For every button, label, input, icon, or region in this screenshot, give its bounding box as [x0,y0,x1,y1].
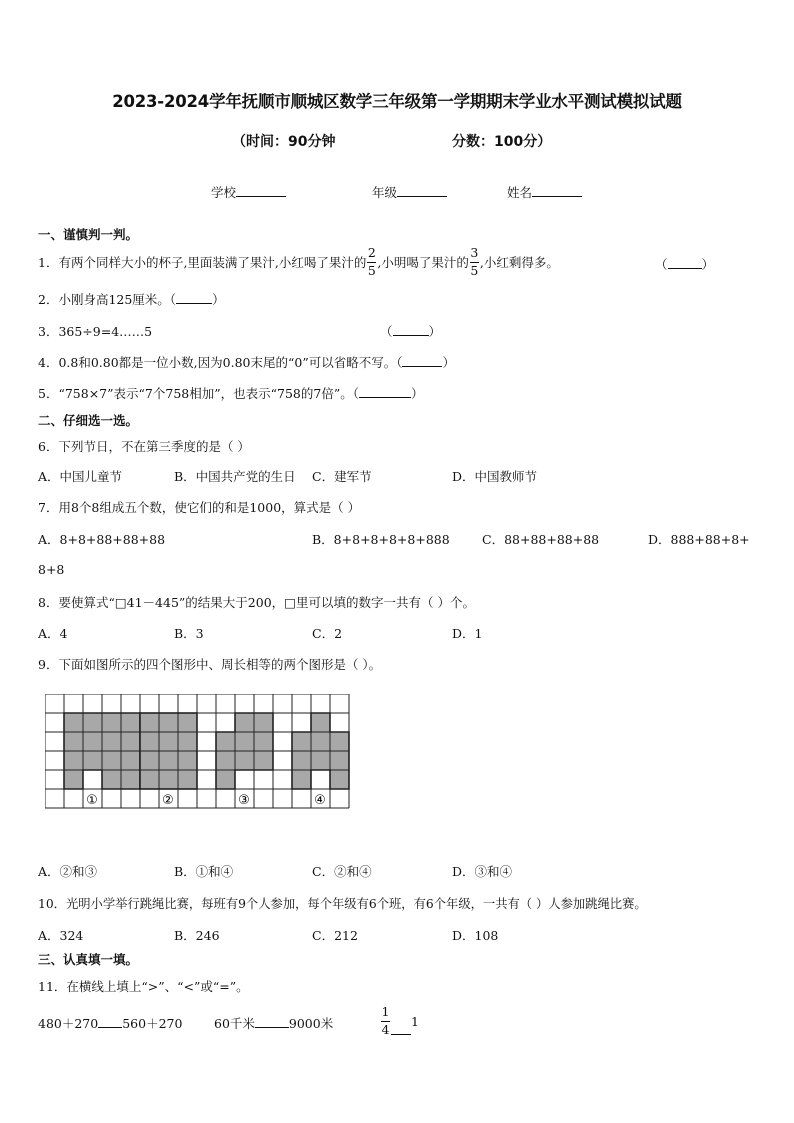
q10-option-b[interactable]: B．246 [174,928,220,943]
q9-grid-svg [45,694,367,809]
q10-option-c[interactable]: C．212 [312,928,358,943]
q7-option-d[interactable]: D．888+88+8+ [648,532,750,547]
q11-expression-1 [38,1014,182,1032]
name-field [507,183,582,201]
q11-e3-right: 1 [411,1013,419,1029]
q8-option-c[interactable]: C．2 [312,626,343,641]
q4-text: 4．0.8和0.80都是一位小数,因为0.80末尾的“0”可以省略不写。（ [38,355,403,370]
q1-blank-line [668,256,702,269]
q11-e2-left: 60千米 [214,1016,255,1031]
q11-frac-numerator: 1 [381,1004,390,1019]
q9-option-d[interactable]: D．③和④ [452,864,513,879]
shape-label-4: ④ [314,793,326,808]
q2-paren-right: ） [212,292,225,307]
time-info: （时间：90分钟 [232,134,336,150]
q4-blank-line[interactable] [402,354,442,367]
q8-option-d[interactable]: D．1 [452,626,483,641]
q3-paren-left: （ [380,324,393,339]
grade-field [372,183,447,201]
q1-paren-right: ） [701,257,715,272]
question-7-stem: 7．用8个8组成五个数，使它们的和是1000，算式是（ ） [38,500,361,515]
shape-label-1: ① [86,793,98,808]
q1-paren-left: （ [655,257,668,272]
shape-labels [86,793,326,808]
q5-paren-right: ） [410,386,424,401]
q6-option-c[interactable]: C．建军节 [312,469,372,484]
q1-text-c: ,小红剩得多。 [479,255,559,270]
q1-fraction-2 [470,247,479,277]
name-label: 姓名 [507,185,533,200]
q6-option-d[interactable]: D．中国教师节 [452,469,538,484]
q8-option-a[interactable]: A．4 [38,626,68,641]
q11-expression-3 [380,1003,419,1039]
q1-f1-denominator: 5 [367,262,376,278]
score-info: 分数：100分） [452,134,552,150]
q11-frac-denominator: 4 [381,1021,390,1037]
q7-option-c[interactable]: C．88+88+88+88 [482,532,600,547]
shape-label-2: ② [162,793,174,808]
question-9-stem: 9．下面如图所示的四个图形中、周长相等的两个图形是（ ）。 [38,657,382,672]
shape-label-3: ③ [238,793,250,808]
q3-answer-blank[interactable] [380,322,441,340]
q9-option-c[interactable]: C．②和④ [312,864,372,879]
school-label: 学校 [211,185,237,200]
q9-option-a[interactable]: A．②和③ [38,864,98,879]
school-blank [236,184,286,197]
q8-option-b[interactable]: B．3 [174,626,204,641]
q1-f2-numerator: 3 [470,245,479,260]
section-3-heading: 三、认真填一填。 [38,952,139,967]
q10-option-d[interactable]: D．108 [452,928,499,943]
grade-blank [397,184,447,197]
q11-e3-blank[interactable] [391,1022,411,1035]
grade-label: 年级 [372,185,398,200]
q1-fraction-1 [367,247,376,277]
q9-option-b[interactable]: B．①和④ [174,864,234,879]
q4-paren-right: ） [442,355,455,370]
q2-blank-line[interactable] [176,291,212,304]
q11-expression-2 [214,1014,333,1032]
question-1 [38,244,559,280]
q1-text-a: 1．有两个同样大小的杯子,里面装满了果汁,小红喝了果汁的 [38,255,367,270]
q6-option-a[interactable]: A．中国儿童节 [38,469,123,484]
q1-f2-denominator: 5 [470,262,479,278]
q11-e2-blank[interactable] [255,1015,289,1028]
q11-e1-right: 560＋270 [122,1016,183,1031]
q9-grid-figure [45,694,367,809]
school-field [211,183,286,201]
q3-blank-line [393,323,429,336]
q11-e1-blank[interactable] [98,1015,122,1028]
q7-option-d-cont: 8+8 [38,562,65,577]
question-3: 3．365÷9=4……5 [38,324,153,339]
question-6-stem: 6．下列节日，不在第三季度的是（ ） [38,439,250,454]
question-8-stem: 8．要使算式“□41－445”的结果大于200，□里可以填的数字一共有（ ）个。 [38,595,475,610]
name-blank [532,184,582,197]
question-4 [38,353,455,371]
q11-e1-left: 480＋270 [38,1016,99,1031]
q7-option-b[interactable]: B．8+8+8+8+8+888 [312,532,450,547]
section-1-heading: 一、谨慎判一判。 [38,227,139,242]
page-title: 2023-2024学年抚顺市顺城区数学三年级第一学期期末学业水平测试模拟试题 [112,92,682,111]
question-10-stem: 10．光明小学举行跳绳比赛，每班有9个人参加，每个年级有6个班，有6个年级，一共有（ ）人参加跳绳比赛。 [38,897,647,911]
q11-fraction [381,1006,390,1036]
question-2 [38,290,225,308]
q1-answer-blank[interactable] [655,255,714,273]
q5-text: 5．“758×7”表示“7个758相加”，也表示“758的7倍”。（ [38,386,359,401]
q6-option-b[interactable]: B．中国共产党的生日 [174,469,296,484]
grid-lines [45,694,349,808]
q1-text-b: ,小明喝了果汁的 [377,255,469,270]
q1-f1-numerator: 2 [367,245,376,260]
section-2-heading: 二、仔细选一选。 [38,413,139,428]
q2-text: 2．小刚身高125厘米。（ [38,292,177,307]
question-5 [38,384,423,402]
q3-paren-right: ） [428,324,442,339]
q10-option-a[interactable]: A．324 [38,928,84,943]
q7-option-a[interactable]: A．8+8+88+88+88 [38,532,166,547]
q11-e2-right: 9000米 [288,1016,334,1031]
q5-blank-line[interactable] [359,385,411,398]
question-11-stem: 11．在横线上填上“>”、“<”或“=”。 [38,979,249,994]
